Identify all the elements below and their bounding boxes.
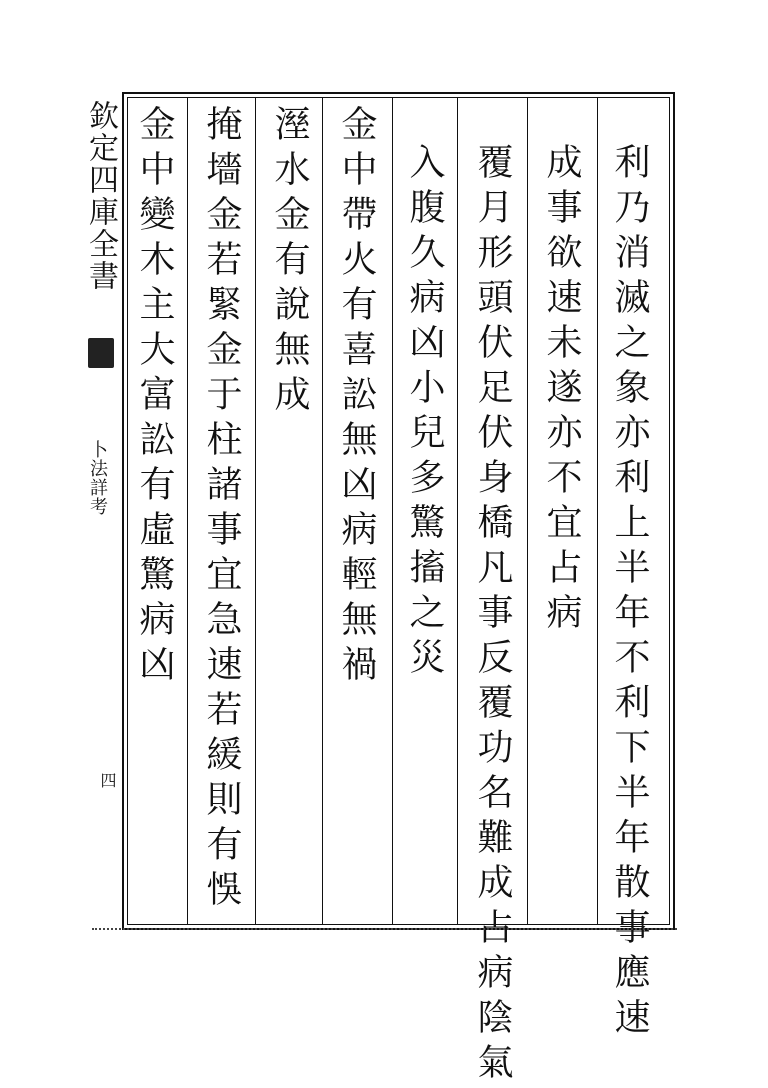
text-column-5: 金中帶火有喜訟無凶病輕無禍 bbox=[336, 105, 377, 690]
book-subtitle: 卜法詳考 bbox=[87, 440, 108, 516]
text-column-3: 覆月形頭伏足伏身橋凡事反覆功名難成占病陰氣 bbox=[472, 143, 513, 1088]
text-column-8: 金中變木主大富訟有虛驚病凶 bbox=[134, 105, 175, 690]
page-number: 四 bbox=[98, 772, 117, 788]
column-rule bbox=[597, 97, 598, 925]
bottom-edge bbox=[92, 928, 677, 930]
column-rule bbox=[255, 97, 256, 925]
column-rule bbox=[457, 97, 458, 925]
text-column-1: 利乃消滅之象亦利上半年不利下半年散事應速 bbox=[609, 143, 650, 1043]
text-column-4: 入腹久病凶小兒多驚搐之災 bbox=[404, 143, 445, 683]
column-rule bbox=[392, 97, 393, 925]
book-title: 欽定四庫全書 bbox=[83, 100, 118, 292]
text-column-2: 成事欲速未遂亦不宜占病 bbox=[541, 143, 582, 638]
text-column-6: 溼水金有說無成 bbox=[269, 105, 310, 420]
column-rule bbox=[527, 97, 528, 925]
text-column-7: 掩墻金若緊金于柱諸事宜急速若緩則有悞 bbox=[201, 105, 242, 915]
column-rule bbox=[322, 97, 323, 925]
fish-tail-mark bbox=[88, 338, 114, 368]
column-rule bbox=[187, 97, 188, 925]
